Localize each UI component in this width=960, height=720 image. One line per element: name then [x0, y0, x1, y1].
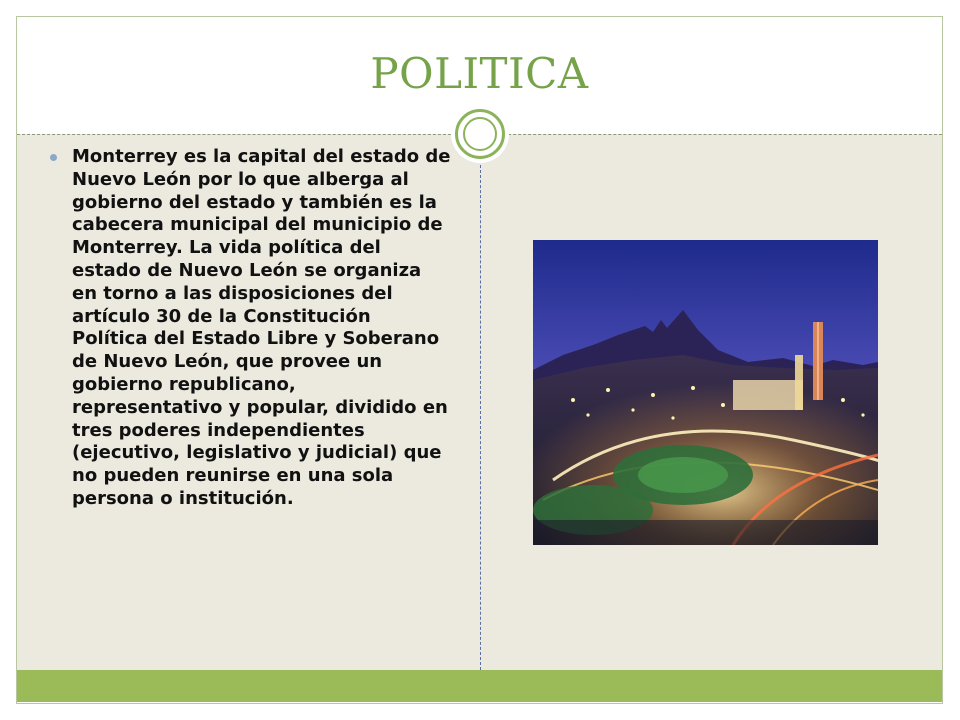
monterrey-cityscape-image: [533, 240, 878, 545]
city-night-photo: [533, 240, 878, 545]
decorative-ring-inner: [463, 117, 497, 151]
body-paragraph: Monterrey es la capital del estado de Nuevo León por lo que alberga al gobierno del estado y también es la cabecera municipal del municipio de Monterrey. La vida política del estado de Nuevo León se organiza en torno a las disposiciones del artículo 30 de la Constitución Política del Estado Libre y Soberano de Nuevo León, que provee un gobierno republicano, representativo y popular, dividido en tres poderes independientes (ejecutivo, legislativo y judicial) que no pueden reunirse en una sola persona o institución.: [72, 146, 451, 509]
bullet-icon: [50, 154, 57, 161]
slide-title: POLITICA: [370, 49, 589, 98]
column-divider: [480, 165, 481, 670]
bottom-accent-bar: [17, 670, 942, 702]
